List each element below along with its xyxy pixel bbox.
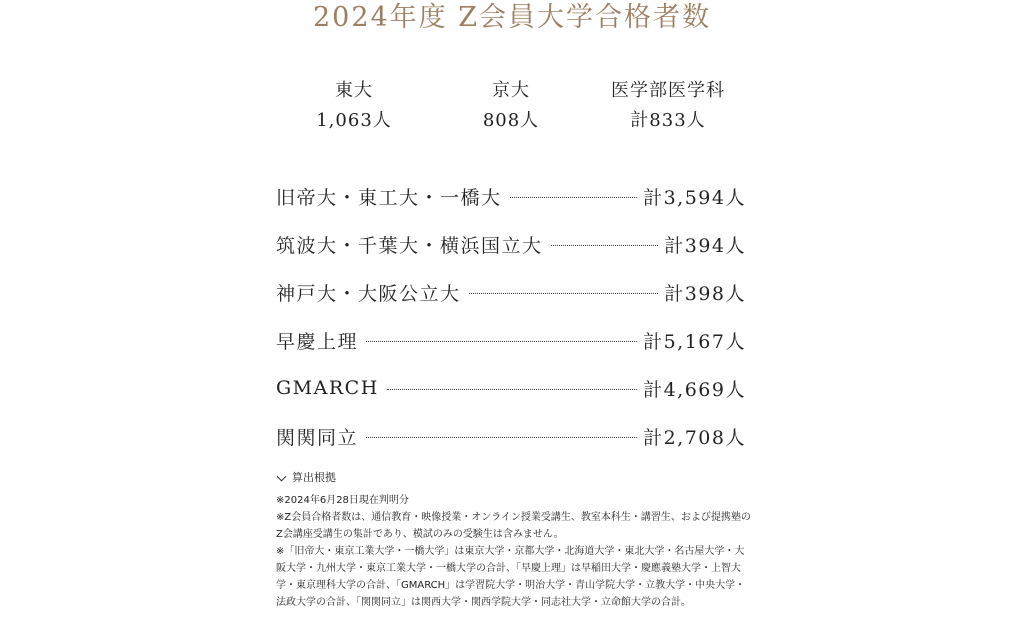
pass-count: 計2,708人 <box>643 426 746 449</box>
footnote: ※「旧帝大・東京工業大学・一橋大学」は東京大学・京都大学・北海道大学・東北大学・名古屋大学・大阪大学・九州大学・東京工業大学・一橋大学の合計、「早慶上理」は早稲田大学・慶應義塾大学・上智大学・東京理科大学の合計、「GMARCH」は学習院大学・明治大学・青山学院大学・立教大学・中央大学・法政大学の合計、「関関同立」は関西大学・関西学院大学・同志社大学・立命館大学の合計。 <box>276 546 746 608</box>
pass-count: 計5,167人 <box>643 330 746 353</box>
footnote: ※Z会員合格者数は、通信教育・映像授業・オンライン授業受講生、教室本科生・講習生、および提携塾のZ会講座受講生の集計であり、模試のみの受験生は含みません。 <box>276 512 751 540</box>
university-group-label: 早慶上理 <box>276 330 359 353</box>
highlight-figures <box>262 76 762 136</box>
highlight-todai <box>274 76 434 136</box>
highlight-name: 東大 <box>335 80 373 101</box>
pass-count: 計398人 <box>664 282 746 305</box>
footnote: ※2024年6月28日現在判明分 <box>276 495 409 506</box>
basis-toggle-label: 算出根拠 <box>292 471 336 484</box>
university-group-label: 旧帝大・東工大・一橋大 <box>276 186 502 209</box>
pass-count: 計3,594人 <box>643 186 746 209</box>
list-item <box>276 364 746 412</box>
pass-count: 計4,669人 <box>643 378 746 401</box>
highlight-kyodai <box>431 76 591 136</box>
highlight-medical <box>588 76 748 136</box>
list-item <box>276 316 746 364</box>
list-item <box>276 412 746 460</box>
page-title: 2024年度 Z会員大学合格者数 <box>312 2 712 33</box>
university-group-label: 筑波大・千葉大・横浜国立大 <box>276 234 543 257</box>
highlight-count: 808人 <box>482 110 540 131</box>
highlight-name: 医学部医学科 <box>611 80 725 101</box>
footnotes <box>276 492 751 611</box>
dotted-leader <box>366 437 637 438</box>
highlight-count: 1,063人 <box>316 110 392 131</box>
basis-toggle[interactable] <box>276 470 336 486</box>
university-group-label: 関関同立 <box>276 426 359 449</box>
dotted-leader <box>469 293 659 294</box>
chevron-down-icon <box>277 472 287 482</box>
highlight-name: 京大 <box>492 80 530 101</box>
university-group-label: GMARCH <box>276 377 379 399</box>
dotted-leader <box>366 341 637 342</box>
university-group-label: 神戸大・大阪公立大 <box>276 282 461 305</box>
pass-count: 計394人 <box>664 234 746 257</box>
dotted-leader <box>551 245 659 246</box>
list-item <box>276 268 746 316</box>
list-item <box>276 220 746 268</box>
dotted-leader <box>387 389 637 390</box>
results-list <box>276 172 746 460</box>
dotted-leader <box>510 197 638 198</box>
list-item <box>276 172 746 220</box>
highlight-count: 計833人 <box>630 110 706 131</box>
